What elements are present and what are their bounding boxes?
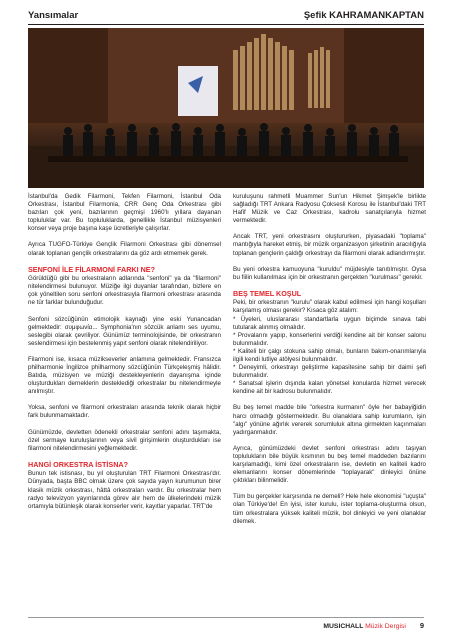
header-rule bbox=[28, 24, 424, 25]
section-heading: SENFONİ İLE FİLARMONİ FARKI NE? bbox=[28, 264, 155, 274]
paragraph: Ancak TRT, yeni orkestrasını oluştururken, piyasadaki "toplama" mantığıyla hareket etmiş, bir müzik organizasyon şirketinin aracılığıyla toplanan gençlerin çaldığı orkestrayı da filarmoni olarak adlandırmıştır. bbox=[233, 233, 426, 257]
paragraph: Filarmoni ise, kısaca müzikseverler anlamına gelmektedir. Fransızca philharmonie İngilizce philharmony sözcüğünün Türkçeleşmiş hâlidir. Batıda, müzisyen ve müziği destekleyenlerin dayanışma içinde oluşturdukları derneklerin desteklediği orkestralar bu nitelendirmeyle anılmıştır. bbox=[28, 355, 221, 396]
page-footer bbox=[323, 621, 424, 630]
orchestra-photo bbox=[28, 28, 424, 188]
paragraph: Ayrıca TUGFO-Türkiye Gençlik Filarmoni Orkestrası gibi dönemsel olarak toplanan gençlik orkestralarını da göz ardı etmemek gerek. bbox=[28, 241, 221, 257]
paragraph: Günümüzde, devletten ödenekli orkestralar senfoni adını taşımakta, özel sermaye kuruluşlarının veya sivil girişimlerin oluşturdukları ise filarmoni nitelendirmesini yeğlemektedir. bbox=[28, 428, 221, 452]
section-title: Yansımalar bbox=[28, 10, 79, 21]
author-name: Şefik KAHRAMANKAPTAN bbox=[303, 10, 424, 21]
footer-rule bbox=[28, 617, 424, 618]
article-right-column bbox=[233, 193, 426, 534]
page-number: 9 bbox=[419, 621, 424, 630]
section-heading: BEŞ TEMEL KOŞUL bbox=[233, 288, 302, 298]
paragraph: Senfoni sözcüğünün etimolojik kaynağı yine eski Yunancadan gelmektedir: συμφωνία... Symphonia'nın sözcük anlamı ses uyumu, seslegibi olarak çevriliyor. Günümüz terminolojisinde, bir orkestranın seslendirmesi için bestelenmiş yapıt senfoni olarak nitelendiriliyor. bbox=[28, 315, 221, 347]
section-heading: HANGİ ORKESTRA İSTİSNA? bbox=[28, 459, 128, 469]
paragraph: Tüm bu gerçekler karşısında ne demeli? Hele hele ekonomisi "uçuşta" olan Türkiye'de! En iyisi, ister kurulu, ister toplama-oluşturma olsun, tüm orkestralara yüksek kaliteli müzik, bol dinleyici ve yeni olanaklar dilemek. bbox=[233, 493, 426, 525]
paragraph: Bu beş temel madde bile "orkestra kurmanın" öyle her babayiğidin harcı olmadığı göstermektedir. Bu olanaklara sahip kurumların, işin "algı" yönüne ağırlık vererek sorumluluk altına girmekten kaçınmaları yadırganmalıdır. bbox=[233, 404, 426, 436]
paragraph: Görüldüğü gibi bu orkestraların adlarında "senfoni" ya da "filarmoni" nitelendirmesi bulunuyor. Müziğe ilgi duyanlar tarafından, bizlere en çok yöneltilen soru senfoni orkestrasıyla filarmoni orkestrası arasında ne tür farklar bulunduğudur. bbox=[28, 275, 221, 307]
paragraph: kuruluşunu rahmetli Muammer Sun'un Hikmet Şimşek'le birlikte sağladığı TRT Ankara Radyosu Çoksesli Korosu ile İstanbul'daki TRT Hafif Müzik ve Caz Orkestrası, kadrolu sanatçılarıyla hizmet vermektedir. bbox=[233, 193, 426, 225]
page-header bbox=[28, 10, 424, 22]
paragraph: Ayrıca, günümüzdeki devlet senfoni orkestrası adını taşıyan toplulukların bile büyük kısmının bu beş temel maddeden bazılarını karşılamadığı, kimi özel orkestraların ise, devletin en kaliteli kadro elemanlarını konser dönemlerinde "toplayarak" dinleyici önüne çıktıkları bilinmelidir. bbox=[233, 444, 426, 485]
footer-brand: MUSICHALL bbox=[323, 623, 364, 630]
paragraph: Peki, bir orkestranın "kurulu" olarak kabul edilmesi için hangi koşulları karşılamış olması gerekir? Kısaca göz atalım: * Üyeleri, uluslararası standartlarla uygun biçimde sınava tabi tutularak alınmış olmalıdır. * Provalarını yapıp, konserlerini verdiği kendine ait bir konser salonu bulunmalıdır. * Kaliteli bir çalgı stokuna sahip olmalı, bunların bakım-onarımlarıyla ilgili kendi lutliye atölyesi bulunmalıdır. * Deneyimli, orkestrayı geliştirme kapasitesine sahip bir daimi şefi bulunmalıdır. * Sanatsal işlerin dışında kalan yönetsel konularda hizmet verecek kendine ait bir kadrosu bulunmalıdır. bbox=[233, 299, 426, 396]
paragraph: Yoksa, senfoni ve filarmoni orkestraları arasında teknik olarak hiçbir fark bulunmamaktadır. bbox=[28, 404, 221, 420]
paragraph: İstanbul'da Gedik Filarmoni, Tekfen Filarmoni, İstanbul Oda Orkestrası, İstanbul Filarmonia, CRR Genç Oda Orkestrası gibi bazıları çok yeni, bazılarının geçmişi 1960'lı yıllara dayanan topluluklar var. Bu topluluklarda, genellikle İstanbul müzisyenleri konser veya proje başına kaşe ücretleriyle çalışırlar. bbox=[28, 193, 221, 233]
footer-magazine: Müzik Dergisi bbox=[365, 623, 406, 630]
paragraph: Bu yeni orkestra kamuoyuna "kuruldu" müjdesiyle tanıtılmıştır. Oysa bu fiilin kullanılması için bir orkestranın gerçekten "kurulması" gerekir. bbox=[233, 265, 426, 281]
article-left-column bbox=[28, 193, 221, 519]
paragraph: Bunun tek istisnası, bu yıl oluşturulan TRT Filarmoni Orkestrası'dır. Dünyada, başta BBC olmak üzere çok sayıda yayın kurumunun birer klasik müzik orkestrası, hâttâ orkestraları vardır. Bu orkestralar hem radyo televizyon yayınlarında görev alır hem de ülkelerindeki müzik ortamıyla bütünleşik olarak konserler verir, kayıtlar yaparlar. TRT'de bbox=[28, 470, 221, 510]
orchestra-photo-illustration bbox=[28, 28, 424, 188]
